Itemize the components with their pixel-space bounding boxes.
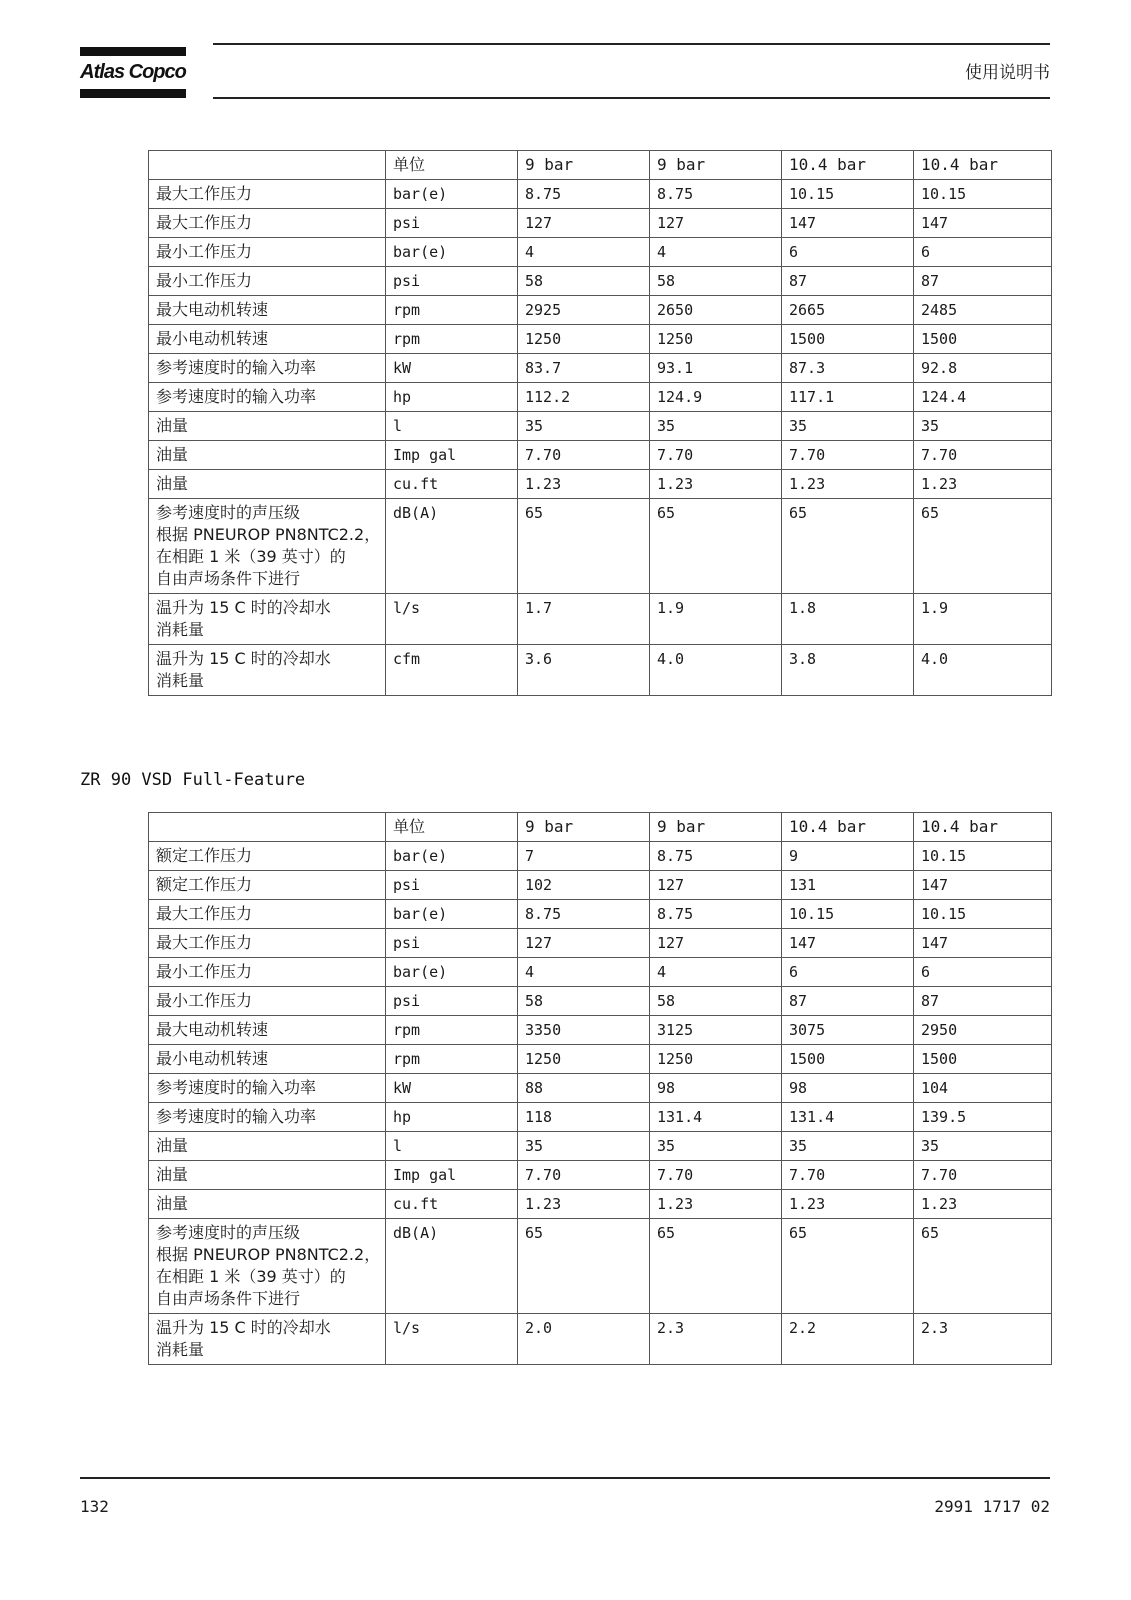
table-row [149,1161,1052,1190]
row-value-cell: 147 [782,929,914,958]
row-value-cell: 124.9 [650,383,782,412]
header-top-rule [213,43,1050,45]
row-value-cell: 3350 [518,1016,650,1045]
table-row [149,383,1052,412]
logo-text: Atlas Copco [80,61,186,83]
table-row [149,1190,1052,1219]
table-row [149,900,1052,929]
table-row [149,594,1052,645]
row-label-cell [149,1074,386,1103]
row-value-cell: 2485 [914,296,1052,325]
row-label-cell [149,645,386,696]
row-unit-cell: hp [386,1103,518,1132]
row-value-cell: 58 [650,987,782,1016]
row-unit-cell: l [386,1132,518,1161]
row-value-cell: 7.70 [914,1161,1052,1190]
row-value-cell: 8.75 [650,180,782,209]
row-unit-cell: psi [386,929,518,958]
row-value-cell: 1.23 [782,1190,914,1219]
row-label-cell [149,238,386,267]
header-cell-pressure: 9 bar [518,151,650,180]
row-unit-cell: hp [386,383,518,412]
row-value-cell: 102 [518,871,650,900]
table-row [149,1103,1052,1132]
row-value-cell: 87 [782,987,914,1016]
row-label-line: 最小电动机转速 [156,329,269,348]
row-value-cell: 118 [518,1103,650,1132]
row-unit-cell: bar(e) [386,958,518,987]
row-label-line: 最小电动机转速 [156,1049,269,1068]
row-value-cell: 65 [782,1219,914,1314]
row-unit-cell: Imp gal [386,1161,518,1190]
row-label-line: 在相距 1 米（39 英寸）的 [156,547,346,566]
table-row [149,1219,1052,1314]
row-value-cell: 4 [518,238,650,267]
row-label-cell [149,900,386,929]
row-label-line: 消耗量 [156,1340,205,1359]
row-unit-cell: l/s [386,594,518,645]
row-value-cell: 127 [518,929,650,958]
row-label-line: 油量 [156,416,189,435]
row-value-cell: 1.23 [914,1190,1052,1219]
row-value-cell: 147 [914,871,1052,900]
row-label-line: 最大电动机转速 [156,300,269,319]
row-value-cell: 2.0 [518,1314,650,1365]
row-value-cell: 1.7 [518,594,650,645]
row-value-cell: 1500 [914,325,1052,354]
row-label-line: 参考速度时的输入功率 [156,1078,317,1097]
row-label-line: 最大工作压力 [156,933,253,952]
row-label-line: 最小工作压力 [156,242,253,261]
row-value-cell: 147 [782,209,914,238]
row-label-line: 油量 [156,474,189,493]
table-row [149,296,1052,325]
row-value-cell: 1250 [650,325,782,354]
table-row [149,1132,1052,1161]
header-bottom-rule [213,97,1050,99]
row-value-cell: 1250 [650,1045,782,1074]
row-label-cell [149,412,386,441]
row-value-cell: 58 [518,987,650,1016]
table-row [149,209,1052,238]
row-value-cell: 8.75 [518,900,650,929]
row-value-cell: 2.2 [782,1314,914,1365]
header-cell-empty [149,813,386,842]
row-value-cell: 10.15 [782,180,914,209]
row-value-cell: 35 [650,412,782,441]
row-label-line: 油量 [156,445,189,464]
row-value-cell: 131.4 [782,1103,914,1132]
row-label-line: 最大电动机转速 [156,1020,269,1039]
row-label-line: 参考速度时的输入功率 [156,387,317,406]
row-label-line: 最大工作压力 [156,904,253,923]
row-label-line: 温升为 15 C 时的冷却水 [156,649,331,668]
table-row [149,1016,1052,1045]
row-label-cell [149,180,386,209]
row-label-cell [149,325,386,354]
row-value-cell: 6 [782,958,914,987]
spec-table-1 [148,150,1052,696]
row-value-cell: 1250 [518,325,650,354]
table-row [149,929,1052,958]
row-label-cell [149,958,386,987]
section-title: ZR 90 VSD Full-Feature [80,770,306,790]
row-value-cell: 35 [650,1132,782,1161]
row-unit-cell: psi [386,209,518,238]
row-unit-cell: rpm [386,1045,518,1074]
row-unit-cell: psi [386,267,518,296]
row-label-line: 消耗量 [156,671,205,690]
row-label-cell [149,929,386,958]
logo-top-bar [80,47,186,56]
row-value-cell: 4 [650,238,782,267]
row-value-cell: 6 [914,238,1052,267]
row-unit-cell: cu.ft [386,1190,518,1219]
row-value-cell: 35 [914,412,1052,441]
row-label-cell [149,1219,386,1314]
row-value-cell: 3075 [782,1016,914,1045]
row-unit-cell: dB(A) [386,499,518,594]
row-value-cell: 139.5 [914,1103,1052,1132]
header-cell-pressure: 10.4 bar [782,151,914,180]
header-cell-unit: 单位 [386,151,518,180]
row-unit-cell: rpm [386,325,518,354]
row-value-cell: 87.3 [782,354,914,383]
row-value-cell: 93.1 [650,354,782,383]
row-unit-cell: psi [386,871,518,900]
row-value-cell: 10.15 [914,900,1052,929]
row-value-cell: 1.23 [650,470,782,499]
row-value-cell: 8.75 [650,842,782,871]
row-label-cell [149,1045,386,1074]
row-value-cell: 117.1 [782,383,914,412]
row-value-cell: 2650 [650,296,782,325]
row-unit-cell: l [386,412,518,441]
row-label-cell [149,499,386,594]
row-value-cell: 4.0 [650,645,782,696]
row-value-cell: 1.23 [782,470,914,499]
row-unit-cell: kW [386,354,518,383]
row-value-cell: 131.4 [650,1103,782,1132]
header-cell-pressure: 9 bar [650,151,782,180]
row-unit-cell: kW [386,1074,518,1103]
header-cell-pressure: 10.4 bar [914,151,1052,180]
row-label-cell [149,1314,386,1365]
row-label-line: 温升为 15 C 时的冷却水 [156,598,331,617]
row-label-cell [149,383,386,412]
spec-table-2 [148,812,1052,1365]
row-label-line: 在相距 1 米（39 英寸）的 [156,1267,346,1286]
row-value-cell: 87 [914,987,1052,1016]
row-value-cell: 1.8 [782,594,914,645]
atlas-copco-logo [80,47,186,100]
row-unit-cell: cu.ft [386,470,518,499]
row-label-cell [149,267,386,296]
table-row [149,1314,1052,1365]
row-value-cell: 2.3 [914,1314,1052,1365]
row-value-cell: 65 [782,499,914,594]
row-unit-cell: bar(e) [386,842,518,871]
row-value-cell: 65 [518,1219,650,1314]
row-label-line: 温升为 15 C 时的冷却水 [156,1318,331,1337]
row-label-line: 最小工作压力 [156,991,253,1010]
row-value-cell: 2950 [914,1016,1052,1045]
header-title: 使用说明书 [965,63,1050,83]
row-value-cell: 127 [650,209,782,238]
row-label-line: 根据 PNEUROP PN8NTC2.2， [156,525,381,544]
row-value-cell: 104 [914,1074,1052,1103]
row-label-line: 额定工作压力 [156,875,253,894]
header-cell-pressure: 9 bar [650,813,782,842]
table-header-row [149,813,1052,842]
row-value-cell: 8.75 [650,900,782,929]
table-row [149,267,1052,296]
table-row [149,180,1052,209]
row-value-cell: 124.4 [914,383,1052,412]
row-value-cell: 7.70 [518,1161,650,1190]
row-value-cell: 7.70 [914,441,1052,470]
table-row [149,238,1052,267]
row-value-cell: 65 [650,499,782,594]
row-label-line: 自由声场条件下进行 [156,569,301,588]
row-value-cell: 1.9 [914,594,1052,645]
row-label-line: 参考速度时的输入功率 [156,358,317,377]
row-unit-cell: bar(e) [386,900,518,929]
row-label-line: 自由声场条件下进行 [156,1289,301,1308]
header-cell-pressure: 10.4 bar [782,813,914,842]
row-value-cell: 7.70 [650,441,782,470]
row-value-cell: 7.70 [650,1161,782,1190]
table-row [149,499,1052,594]
row-value-cell: 6 [914,958,1052,987]
row-label-line: 油量 [156,1165,189,1184]
row-value-cell: 83.7 [518,354,650,383]
row-value-cell: 3.6 [518,645,650,696]
row-label-cell [149,1016,386,1045]
row-value-cell: 98 [782,1074,914,1103]
row-value-cell: 35 [914,1132,1052,1161]
row-label-cell [149,987,386,1016]
row-label-line: 最大工作压力 [156,184,253,203]
row-unit-cell: cfm [386,645,518,696]
logo-bottom-bar [80,89,186,98]
row-value-cell: 1.23 [650,1190,782,1219]
row-value-cell: 127 [650,871,782,900]
row-value-cell: 58 [650,267,782,296]
row-value-cell: 147 [914,209,1052,238]
row-value-cell: 35 [518,412,650,441]
row-value-cell: 6 [782,238,914,267]
row-label-line: 消耗量 [156,620,205,639]
row-label-cell [149,441,386,470]
row-value-cell: 1250 [518,1045,650,1074]
row-value-cell: 10.15 [782,900,914,929]
table-row [149,325,1052,354]
row-value-cell: 65 [650,1219,782,1314]
row-label-line: 最小工作压力 [156,271,253,290]
row-label-cell [149,1190,386,1219]
row-value-cell: 98 [650,1074,782,1103]
row-unit-cell: rpm [386,1016,518,1045]
row-unit-cell: rpm [386,296,518,325]
row-value-cell: 7.70 [518,441,650,470]
row-value-cell: 4 [650,958,782,987]
row-value-cell: 65 [914,499,1052,594]
row-value-cell: 2.3 [650,1314,782,1365]
header-cell-empty [149,151,386,180]
table-row [149,1074,1052,1103]
row-label-line: 参考速度时的输入功率 [156,1107,317,1126]
header-cell-pressure: 10.4 bar [914,813,1052,842]
row-label-line: 油量 [156,1194,189,1213]
row-label-cell [149,296,386,325]
row-label-line: 参考速度时的声压级 [156,503,301,522]
row-value-cell: 127 [518,209,650,238]
row-value-cell: 1.23 [518,1190,650,1219]
table-header-row [149,151,1052,180]
row-value-cell: 10.15 [914,180,1052,209]
row-value-cell: 7 [518,842,650,871]
row-value-cell: 3125 [650,1016,782,1045]
row-label-line: 根据 PNEUROP PN8NTC2.2， [156,1245,381,1264]
row-value-cell: 7.70 [782,1161,914,1190]
table-row [149,958,1052,987]
table-row [149,441,1052,470]
row-value-cell: 1.23 [914,470,1052,499]
page-number: 132 [80,1497,109,1516]
row-unit-cell: l/s [386,1314,518,1365]
footer-rule [80,1477,1050,1479]
row-label-cell [149,1161,386,1190]
row-value-cell: 65 [518,499,650,594]
row-label-line: 额定工作压力 [156,846,253,865]
row-value-cell: 1500 [914,1045,1052,1074]
table-row [149,1045,1052,1074]
row-value-cell: 4 [518,958,650,987]
row-unit-cell: psi [386,987,518,1016]
table-row [149,987,1052,1016]
row-label-cell [149,1132,386,1161]
row-label-line: 最小工作压力 [156,962,253,981]
row-value-cell: 1.23 [518,470,650,499]
row-value-cell: 131 [782,871,914,900]
row-value-cell: 3.8 [782,645,914,696]
row-value-cell: 8.75 [518,180,650,209]
row-value-cell: 65 [914,1219,1052,1314]
row-value-cell: 58 [518,267,650,296]
row-value-cell: 35 [782,1132,914,1161]
row-label-cell [149,871,386,900]
table-row [149,354,1052,383]
row-unit-cell: Imp gal [386,441,518,470]
row-label-line: 最大工作压力 [156,213,253,232]
row-value-cell: 1500 [782,1045,914,1074]
row-value-cell: 88 [518,1074,650,1103]
row-label-cell [149,842,386,871]
header-cell-pressure: 9 bar [518,813,650,842]
row-label-line: 参考速度时的声压级 [156,1223,301,1242]
row-value-cell: 7.70 [782,441,914,470]
row-value-cell: 87 [914,267,1052,296]
table-row [149,842,1052,871]
row-label-cell [149,354,386,383]
row-value-cell: 35 [782,412,914,441]
header-cell-unit: 单位 [386,813,518,842]
row-label-line: 油量 [156,1136,189,1155]
row-value-cell: 87 [782,267,914,296]
row-value-cell: 1500 [782,325,914,354]
row-value-cell: 1.9 [650,594,782,645]
row-value-cell: 2665 [782,296,914,325]
table-row [149,871,1052,900]
row-label-cell [149,209,386,238]
row-unit-cell: bar(e) [386,238,518,267]
row-value-cell: 147 [914,929,1052,958]
row-value-cell: 127 [650,929,782,958]
row-value-cell: 35 [518,1132,650,1161]
table-row [149,412,1052,441]
row-value-cell: 112.2 [518,383,650,412]
table-row [149,645,1052,696]
row-value-cell: 92.8 [914,354,1052,383]
document-number: 2991 1717 02 [934,1497,1050,1516]
row-label-cell [149,470,386,499]
row-label-cell [149,1103,386,1132]
row-value-cell: 4.0 [914,645,1052,696]
row-unit-cell: dB(A) [386,1219,518,1314]
row-label-cell [149,594,386,645]
row-value-cell: 9 [782,842,914,871]
row-unit-cell: bar(e) [386,180,518,209]
table-row [149,470,1052,499]
row-value-cell: 2925 [518,296,650,325]
row-value-cell: 10.15 [914,842,1052,871]
